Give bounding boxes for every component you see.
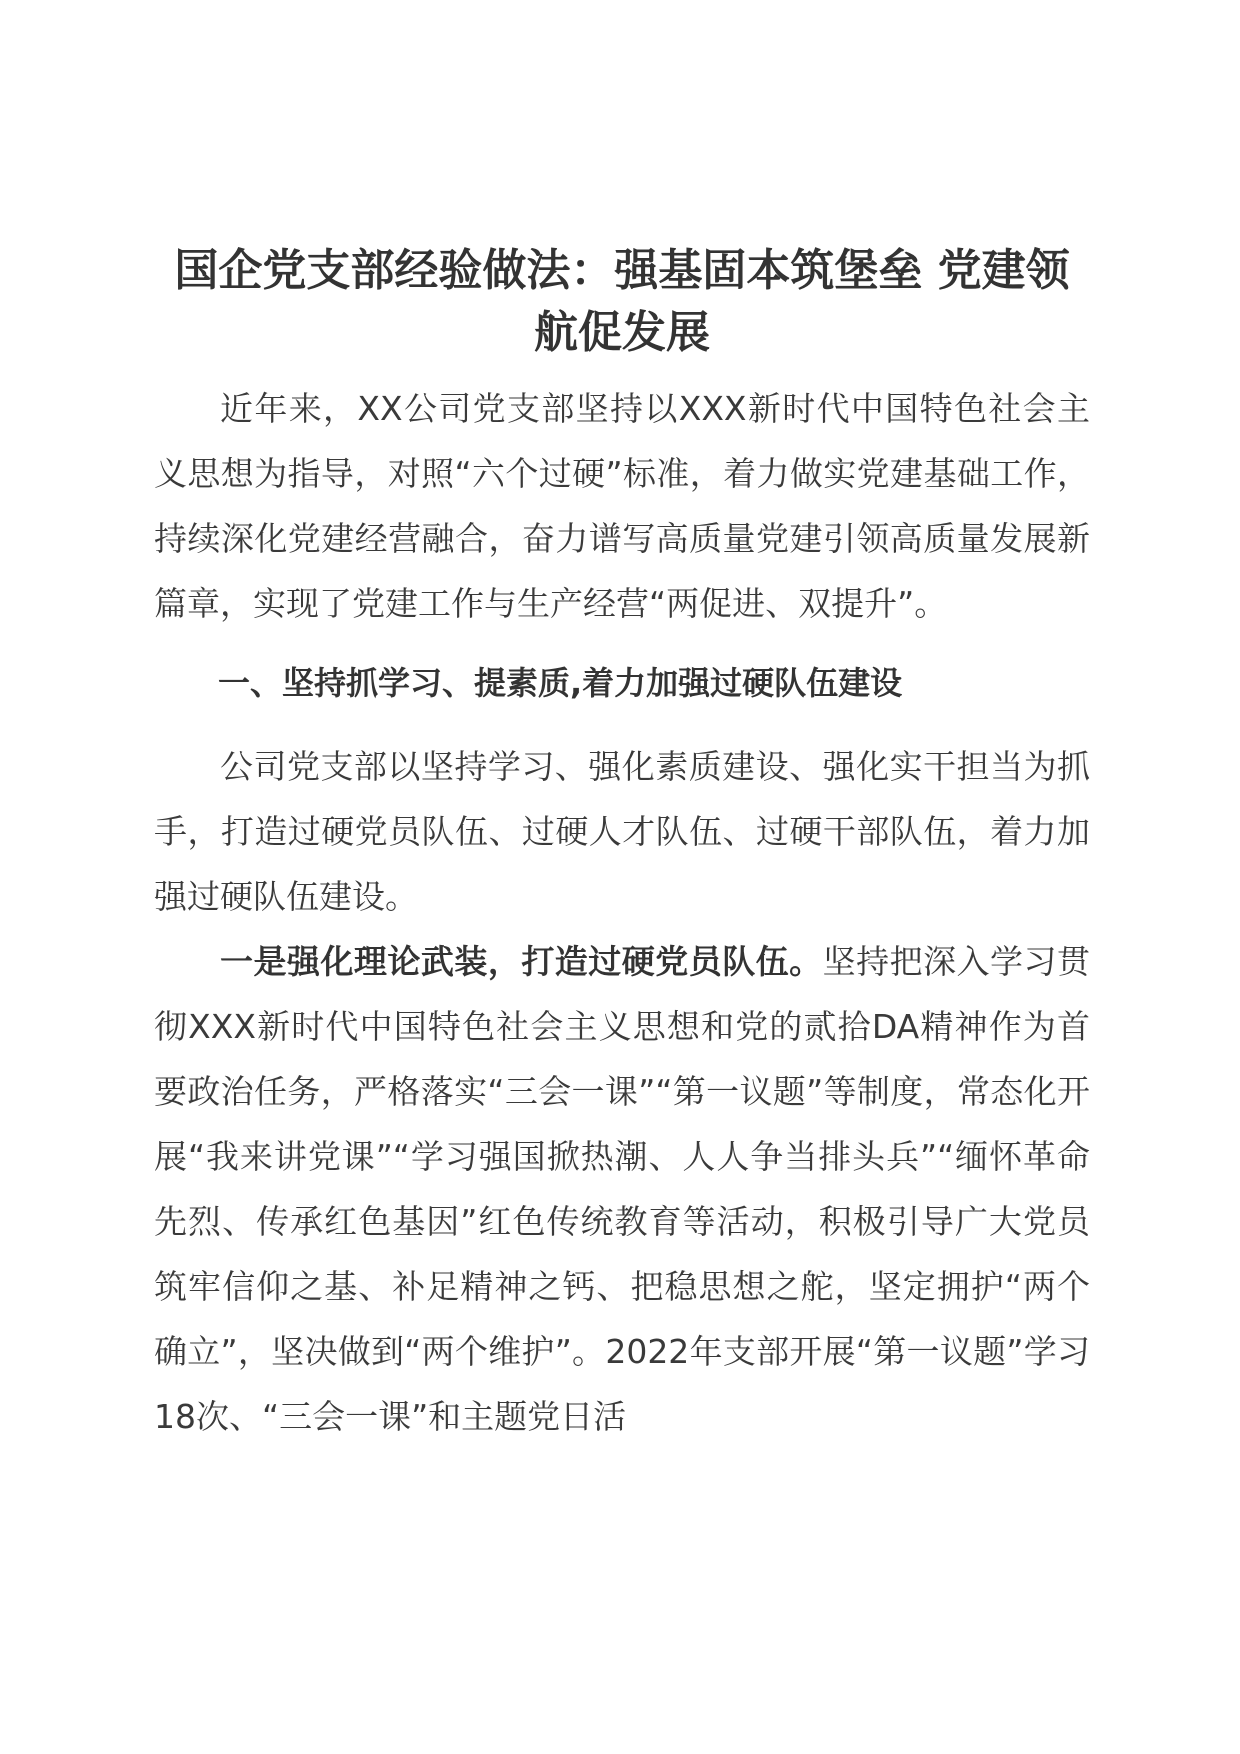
document-body	[154, 240, 1090, 1449]
item-1-body: 坚持把深入学习贯彻XXX新时代中国特色社会主义思想和党的贰拾DA精神作为首要政治任务，严格落实“三会一课”“第一议题”等制度，常态化开展“我来讲党课”“学习强国掀热潮、人人争当排头兵”“缅怀革命先烈、传承红色基因”红色传统教育等活动，积极引导广大党员筑牢信仰之基、补足精神之钙、把稳思想之舵，坚定拥护“两个确立”，坚决做到“两个维护”。2022年支部开展“第一议题”学习18次、“三会一课”和主题党日活	[154, 942, 1091, 1436]
intro-paragraph: 近年来，XX公司党支部坚持以XXX新时代中国特色社会主义思想为指导，对照“六个过硬”标准，着力做实党建基础工作，持续深化党建经营融合，奋力谱写高质量党建引领高质量发展新篇章，实现了党建工作与生产经营“两促进、双提升”。	[154, 389, 1090, 623]
item-1-lead: 一是强化理论武装，打造过硬党员队伍。	[220, 942, 823, 981]
section-1-paragraph: 公司党支部以坚持学习、强化素质建设、强化实干担当为抓手，打造过硬党员队伍、过硬人才队伍、过硬干部队伍，着力加强过硬队伍建设。	[154, 747, 1090, 916]
item-1-paragraph	[154, 929, 1090, 1449]
section-heading-1: 一、坚持抓学习、提素质,着力加强过硬队伍建设	[218, 664, 903, 702]
document-title: 国企党支部经验做法：强基固本筑堡垒 党建领航促发展	[174, 245, 1070, 358]
